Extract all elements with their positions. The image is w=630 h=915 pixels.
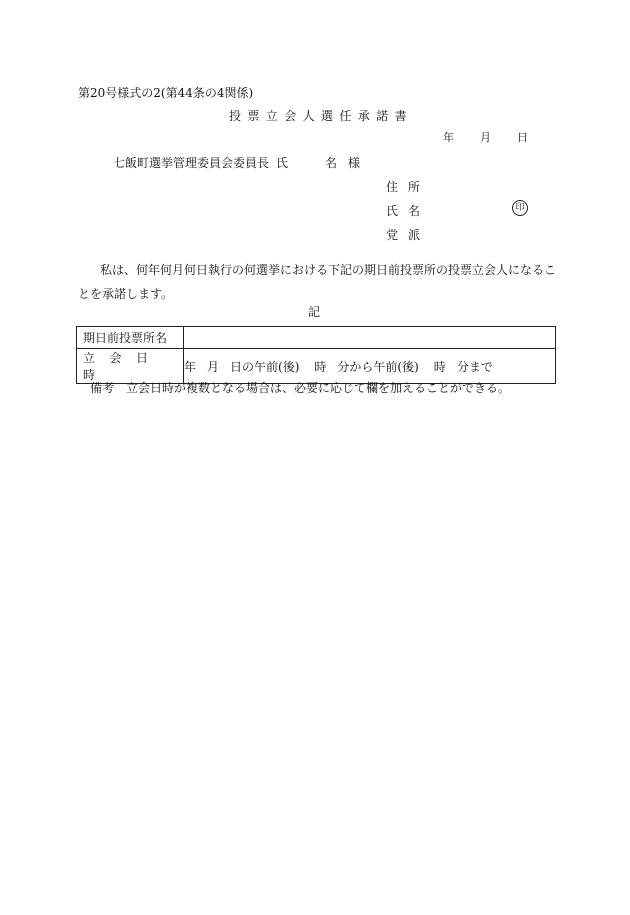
seal-icon: 印 [512,200,528,216]
party-label: 党派 [386,228,431,242]
addressee-organization: 七飯町選挙管理委員会委員長 [113,156,270,170]
attendance-datetime-value[interactable] [184,349,556,384]
table-row [77,349,556,384]
dt-hour-2: 時 [433,359,446,374]
polling-place-label: 期日前投票所名 [77,327,184,349]
form-number: 第20号様式の2(第44条の4関係) [78,86,254,100]
date-year: 年 [443,131,454,144]
date-day: 日 [517,131,528,144]
addressee-shi: 氏 [276,156,289,170]
date-month: 月 [480,131,491,144]
dt-hour-1: 時 [314,359,327,374]
address-label: 住所 [386,180,431,194]
ki-label: 記 [308,305,321,319]
dt-minute-2: 分まで [456,359,493,374]
table-row [77,327,556,349]
dt-day: 日の午前(後) [230,359,300,374]
attendance-datetime-label: 立会日時 [77,349,184,384]
record-table [76,326,556,384]
addressee-sama: 様 [348,156,361,170]
dt-month: 月 [207,359,220,374]
polling-place-value[interactable] [184,327,556,349]
document-title: 投票立会人選任承諾書 [229,109,414,123]
name-label: 氏名 [386,204,431,218]
body-text [78,258,556,306]
addressee-mei: 名 [325,156,338,170]
dt-minute-1: 分から午前(後) [337,359,419,374]
body-line-1: 私は、何年何月何日執行の何選挙における下記の期日前投票所の投票立会人になるこ [100,263,557,277]
dt-year: 年 [184,359,197,374]
note: 備考 立会日時が複数となる場合は、必要に応じて欄を加えることができる。 [90,381,511,395]
body-line-2: とを承諾します。 [78,287,174,301]
